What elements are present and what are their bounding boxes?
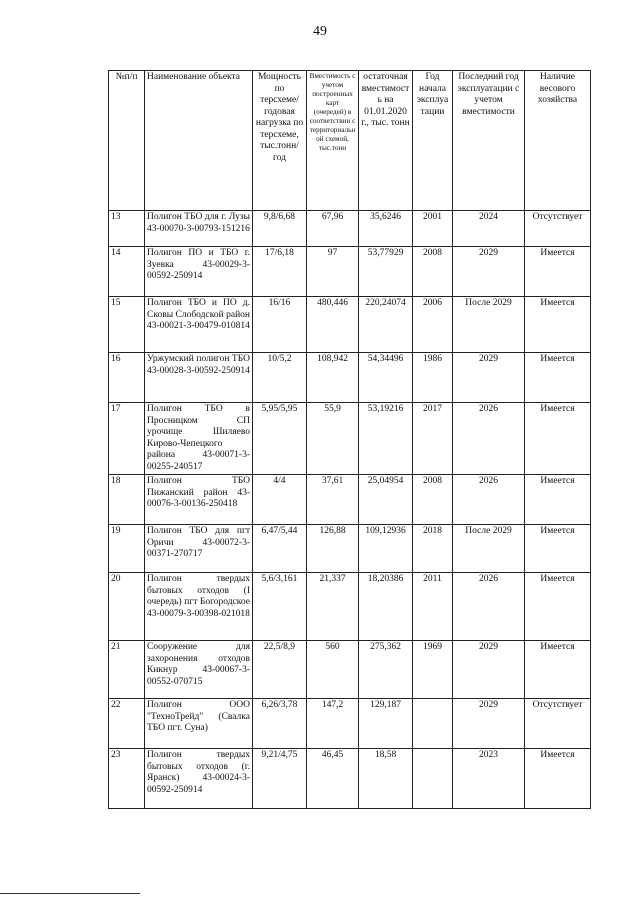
header-num: №п/п <box>109 71 145 211</box>
scales-cell: Отсутствует <box>525 211 591 247</box>
object-name: Полигон твердых бытовых отходов (I очередь) пгт Богородское 43-00079-3-00398-021018 <box>145 573 253 641</box>
last-year-cell: 2026 <box>453 403 525 475</box>
object-name: Уржумский полигон ТБО 43-00028-3-00592-250914 <box>145 353 253 403</box>
header-remaining: остаточная вместимость на 01.01.2020 г., тыс. тонн <box>359 71 413 211</box>
capacity-cell: 55,9 <box>307 403 359 475</box>
scales-cell: Отсутствует <box>525 699 591 749</box>
last-year-cell: 2029 <box>453 247 525 297</box>
start-year-cell: 2011 <box>413 573 453 641</box>
capacity-cell: 46,45 <box>307 749 359 809</box>
row-num: 21 <box>109 641 145 699</box>
capacity-cell: 37,61 <box>307 475 359 525</box>
table-row <box>109 749 591 809</box>
table-row <box>109 641 591 699</box>
last-year-cell: 2026 <box>453 475 525 525</box>
power-cell: 16/16 <box>253 297 307 353</box>
row-num: 18 <box>109 475 145 525</box>
remaining-cell: 54,34496 <box>359 353 413 403</box>
header-row <box>109 71 591 211</box>
last-year-cell: 2024 <box>453 211 525 247</box>
object-name: Полигон ТБО и ПО д. Сковы Слободской район 43-00021-3-00479-010814 <box>145 297 253 353</box>
last-year-cell: 2029 <box>453 353 525 403</box>
scales-cell: Имеется <box>525 297 591 353</box>
capacity-cell: 21,337 <box>307 573 359 641</box>
power-cell: 6,26/3,78 <box>253 699 307 749</box>
object-name: Полигон ТБО для г. Лузы 43-00070-3-00793-151216 <box>145 211 253 247</box>
last-year-cell: После 2029 <box>453 297 525 353</box>
header-start-year: Год начала эксплуатации <box>413 71 453 211</box>
row-num: 15 <box>109 297 145 353</box>
scales-cell: Имеется <box>525 353 591 403</box>
remaining-cell: 220,24074 <box>359 297 413 353</box>
table-row <box>109 211 591 247</box>
capacity-cell: 560 <box>307 641 359 699</box>
power-cell: 5,95/5,95 <box>253 403 307 475</box>
header-power: Мощность по терсхеме/годовая нагрузка по терсхеме, тыс.тонн/год <box>253 71 307 211</box>
table-row <box>109 353 591 403</box>
object-name: Полигон ТБО Пижанский район 43-00076-3-00136-250418 <box>145 475 253 525</box>
power-cell: 10/5,2 <box>253 353 307 403</box>
scales-cell: Имеется <box>525 641 591 699</box>
object-name: Полигон ТБО в Просницком СП урочище Шиляево Кирово-Чепецкого района 43-00071-3-00255-240517 <box>145 403 253 475</box>
object-name: Полигон ООО "ТехноТрейд" (Свалка ТБО пгт. Суна) <box>145 699 253 749</box>
start-year-cell: 2006 <box>413 297 453 353</box>
start-year-cell: 2001 <box>413 211 453 247</box>
remaining-cell: 18,58 <box>359 749 413 809</box>
power-cell: 6,47/5,44 <box>253 525 307 573</box>
remaining-cell: 53,19216 <box>359 403 413 475</box>
header-name: Наименование объекта <box>145 71 253 211</box>
row-num: 14 <box>109 247 145 297</box>
start-year-cell: 2018 <box>413 525 453 573</box>
table-row <box>109 525 591 573</box>
power-cell: 17/6,18 <box>253 247 307 297</box>
footer-rule <box>0 893 140 894</box>
row-num: 17 <box>109 403 145 475</box>
power-cell: 22,5/8,9 <box>253 641 307 699</box>
table-row <box>109 247 591 297</box>
start-year-cell: 2008 <box>413 475 453 525</box>
capacity-cell: 97 <box>307 247 359 297</box>
object-name: Полигон ПО и ТБО г. Зуевка 43-00029-3-00592-250914 <box>145 247 253 297</box>
scales-cell: Имеется <box>525 573 591 641</box>
start-year-cell: 2008 <box>413 247 453 297</box>
object-name: Полигон твердых бытовых отходов (г. Яранск) 43-00024-3-00592-250914 <box>145 749 253 809</box>
start-year-cell <box>413 749 453 809</box>
table-row <box>109 297 591 353</box>
scales-cell: Имеется <box>525 749 591 809</box>
start-year-cell: 1986 <box>413 353 453 403</box>
row-num: 23 <box>109 749 145 809</box>
table-row <box>109 475 591 525</box>
header-capacity: Вместимость с учетом построенных карт (очередей) в соответствии с территориальной схемой, тыс.тонн <box>307 71 359 211</box>
start-year-cell: 1969 <box>413 641 453 699</box>
table-row <box>109 573 591 641</box>
power-cell: 9,21/4,75 <box>253 749 307 809</box>
capacity-cell: 108,942 <box>307 353 359 403</box>
row-num: 16 <box>109 353 145 403</box>
last-year-cell: 2023 <box>453 749 525 809</box>
row-num: 13 <box>109 211 145 247</box>
last-year-cell: После 2029 <box>453 525 525 573</box>
capacity-cell: 126,88 <box>307 525 359 573</box>
object-name: Сооружение для захоронения отходов Кикнур 43-00067-3-00552-070715 <box>145 641 253 699</box>
landfill-table <box>108 70 591 809</box>
object-name: Полигон ТБО для пгт Оричи 43-00072-3-00371-270717 <box>145 525 253 573</box>
scales-cell: Имеется <box>525 403 591 475</box>
row-num: 22 <box>109 699 145 749</box>
remaining-cell: 275,362 <box>359 641 413 699</box>
last-year-cell: 2029 <box>453 699 525 749</box>
page-number: 49 <box>313 24 327 39</box>
remaining-cell: 109,12936 <box>359 525 413 573</box>
scales-cell: Имеется <box>525 475 591 525</box>
scales-cell: Имеется <box>525 525 591 573</box>
power-cell: 4/4 <box>253 475 307 525</box>
last-year-cell: 2029 <box>453 641 525 699</box>
last-year-cell: 2026 <box>453 573 525 641</box>
capacity-cell: 67,96 <box>307 211 359 247</box>
remaining-cell: 129,187 <box>359 699 413 749</box>
table-row <box>109 699 591 749</box>
row-num: 20 <box>109 573 145 641</box>
capacity-cell: 480,446 <box>307 297 359 353</box>
remaining-cell: 35,6246 <box>359 211 413 247</box>
start-year-cell <box>413 699 453 749</box>
table-row <box>109 403 591 475</box>
power-cell: 9,8/6,68 <box>253 211 307 247</box>
header-last-year: Последний год эксплуатации с учетом вместимости <box>453 71 525 211</box>
row-num: 19 <box>109 525 145 573</box>
remaining-cell: 25,04954 <box>359 475 413 525</box>
remaining-cell: 53,77929 <box>359 247 413 297</box>
start-year-cell: 2017 <box>413 403 453 475</box>
scales-cell: Имеется <box>525 247 591 297</box>
header-scales: Наличие весового хозяйства <box>525 71 591 211</box>
remaining-cell: 18,20386 <box>359 573 413 641</box>
power-cell: 5,6/3,161 <box>253 573 307 641</box>
capacity-cell: 147,2 <box>307 699 359 749</box>
